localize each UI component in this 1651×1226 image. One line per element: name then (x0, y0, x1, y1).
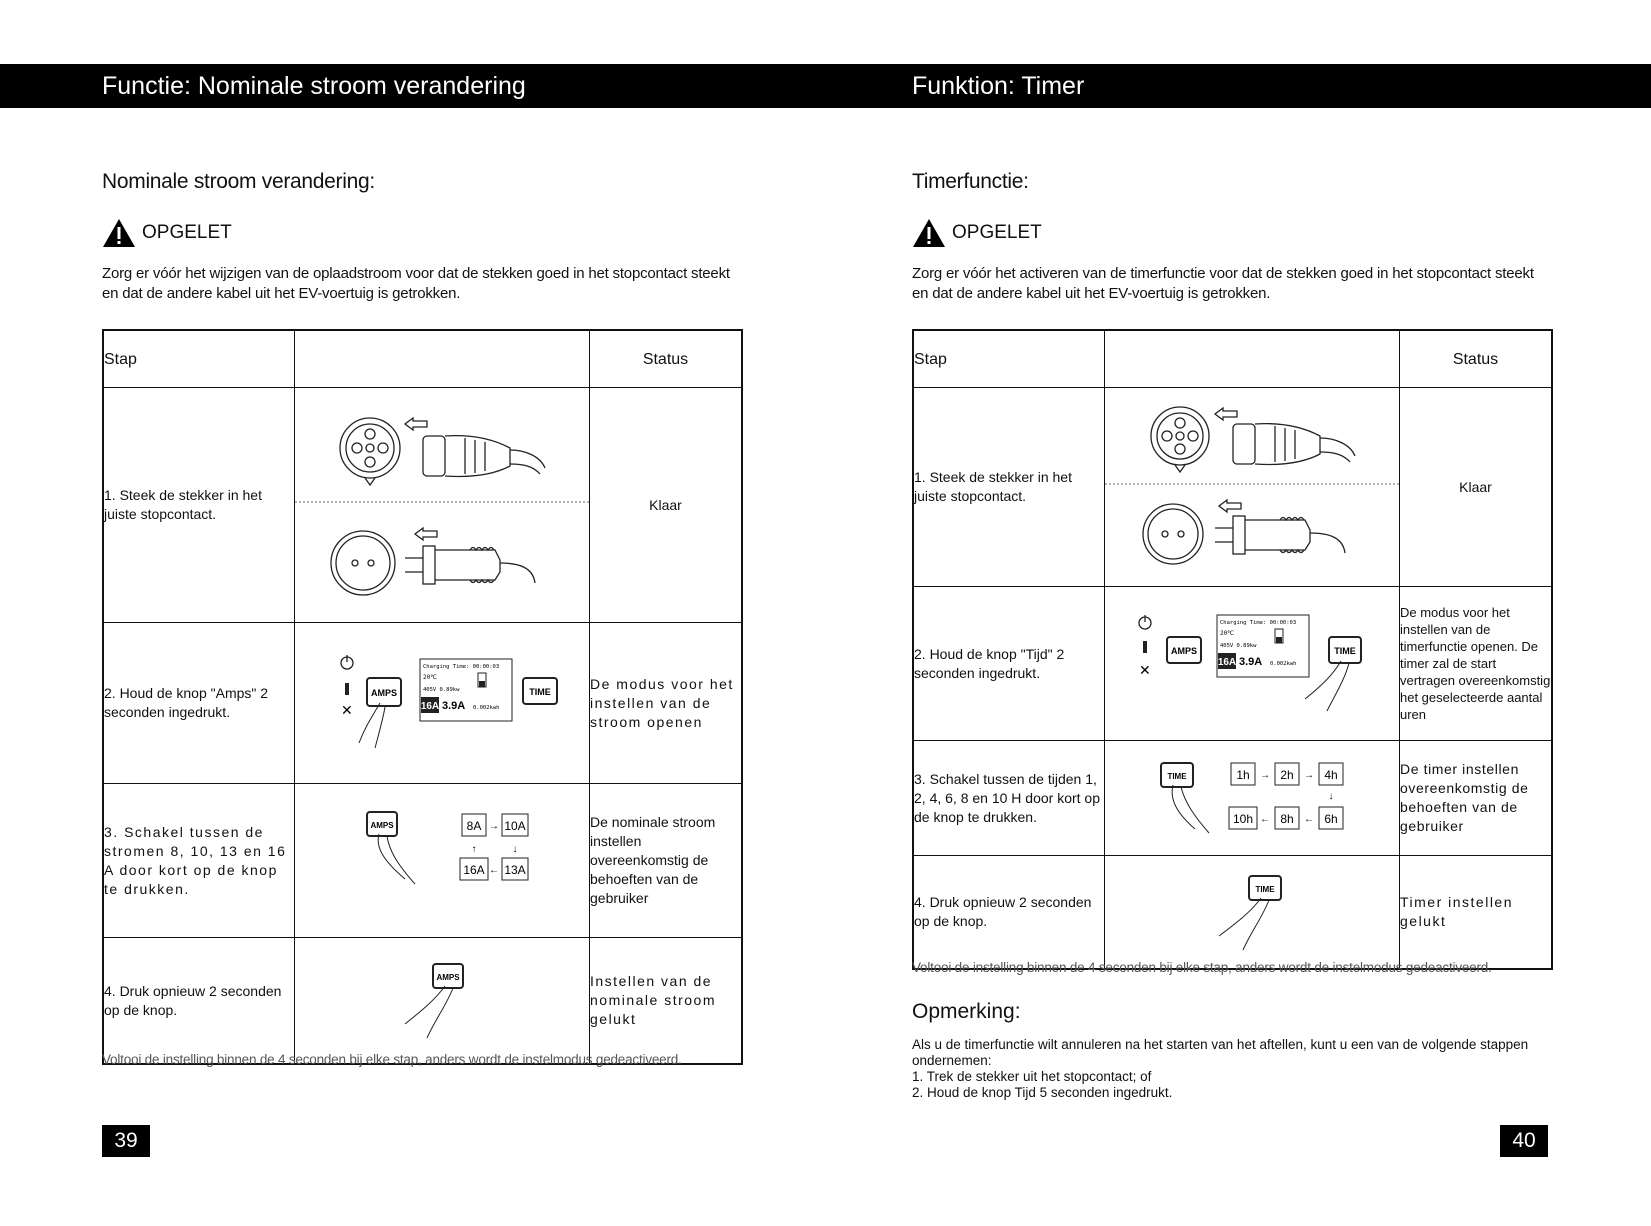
settings-icon: ✕ (341, 703, 353, 719)
warning-label: OPGELET (142, 222, 232, 243)
time-press-figure (1105, 856, 1400, 970)
svg-text:←: ← (1260, 814, 1270, 825)
warning-icon (102, 218, 136, 248)
svg-text:↓: ↓ (512, 844, 518, 855)
status-text: De nominale stroom instellen overeenkomstig de behoeften van de gebruiker (590, 784, 743, 938)
section-title: Nominale stroom verandering: (102, 170, 375, 193)
page-header (826, 64, 1651, 108)
warning (912, 218, 1042, 248)
svg-text:AMPS: AMPS (1170, 646, 1198, 656)
footnote: Voltooi de instelling binnen de 4 seconden bij elke stap, anders wordt de instelmodus gedeactiveerd. (912, 960, 1492, 975)
time-cycle-figure (1105, 741, 1400, 856)
steps-table (912, 329, 1553, 970)
status-text: De timer instellen overeenkomstig de behoeften van de gebruiker (1400, 741, 1553, 856)
time-press-illustration (1105, 856, 1399, 963)
time-value: 8h (1280, 812, 1294, 826)
svg-text:20℃: 20℃ (1220, 630, 1234, 637)
header-step: Stap (103, 330, 295, 388)
svg-text:→: → (489, 821, 499, 832)
svg-text:→: → (1304, 770, 1314, 781)
step-text: 1. Steek de stekker in het juiste stopcontact. (913, 388, 1105, 587)
svg-text:←: ← (1304, 814, 1314, 825)
plug-figure (295, 388, 590, 623)
step-text: 1. Steek de stekker in het juiste stopcontact. (103, 388, 295, 623)
status-text: De modus voor het instellen van de stroom openen (590, 623, 743, 784)
step-text: 4. Druk opnieuw 2 seconden op de knop. (913, 856, 1105, 970)
table-row (913, 741, 1552, 856)
svg-text:TIME: TIME (1334, 646, 1356, 656)
table-row (103, 938, 742, 1065)
svg-text:→: → (1260, 770, 1270, 781)
table-row (103, 784, 742, 938)
amps-press-figure (295, 938, 590, 1065)
charger-display-illustration (1105, 587, 1399, 735)
warning-label: OPGELET (952, 222, 1042, 243)
remark-line: 1. Trek de stekker uit het stopcontact; of (912, 1069, 1152, 1084)
status-text: Klaar (1400, 388, 1553, 587)
header-status: Status (590, 330, 743, 388)
header-title: Functie: Nominale stroom verandering (102, 72, 526, 100)
svg-text:↑: ↑ (471, 844, 477, 855)
header-figure (1105, 330, 1400, 388)
svg-text:405V 0.89kw: 405V 0.89kw (1220, 643, 1257, 649)
remark-title: Opmerking: (912, 1000, 1021, 1023)
plug-figure (1105, 388, 1400, 587)
display-figure (1105, 587, 1400, 741)
time-value: 10h (1232, 812, 1254, 826)
svg-text:20℃: 20℃ (423, 674, 437, 681)
step-text: 4. Druk opnieuw 2 seconden op de knop. (103, 938, 295, 1065)
svg-text:←: ← (489, 865, 499, 876)
amps-value: 13A (504, 863, 526, 877)
svg-text:↓: ↓ (1328, 791, 1334, 802)
svg-text:0.002kwh: 0.002kwh (1270, 661, 1297, 667)
page-number: 40 (1500, 1125, 1548, 1157)
table-header-row (913, 330, 1552, 388)
remark-line: 2. Houd de knop Tijd 5 seconden ingedrukt. (912, 1085, 1173, 1100)
step-text: 3. Schakel tussen de stromen 8, 10, 13 en 16 A door kort op de knop te drukken. (103, 784, 295, 938)
table-row (913, 388, 1552, 587)
warning-text: Zorg er vóór het wijzigen van de oplaadstroom voor dat de stekken goed in het stopcontact steekt en dat de andere kabel uit het EV-voertuig is getrokken. (102, 265, 730, 302)
amps-button-label: AMPS (370, 688, 398, 698)
step-text: 2. Houd de knop "Tijd" 2 seconden ingedrukt. (913, 587, 1105, 741)
time-value: 6h (1324, 812, 1338, 826)
svg-text:AMPS: AMPS (436, 973, 460, 982)
svg-text:3.9A: 3.9A (1239, 656, 1263, 668)
header-title: Funktion: Timer (912, 72, 1085, 100)
svg-text:AMPS: AMPS (370, 821, 394, 830)
time-value: 4h (1324, 768, 1338, 782)
time-value: 2h (1280, 768, 1294, 782)
footnote: Voltooi de instelling binnen de 4 seconden bij elke stap, anders wordt de instelmodus gedeactiveerd. (102, 1052, 682, 1067)
step-text: 3. Schakel tussen de tijden 1, 2, 4, 6, 8 en 10 H door kort op de knop te drukken. (913, 741, 1105, 856)
svg-text:16A: 16A (1217, 657, 1237, 668)
svg-text:16A: 16A (420, 701, 440, 712)
svg-text:TIME: TIME (1167, 772, 1187, 781)
status-text: Instellen van de nominale stroom gelukt (590, 938, 743, 1065)
plugs-illustration (295, 388, 589, 617)
time-button-label: TIME (529, 687, 551, 697)
warning-text: Zorg er vóór het activeren van de timerfunctie voor dat de stekken goed in het stopcontact steekt en dat de andere kabel uit het EV-voertuig is getrokken. (912, 265, 1534, 302)
svg-text:0.002kwh: 0.002kwh (473, 705, 500, 711)
amps-value: 8A (466, 819, 482, 833)
table-row (913, 856, 1552, 970)
svg-text:Charging Time: 00:00:03: Charging Time: 00:00:03 (423, 664, 500, 670)
time-value: 1h (1236, 768, 1250, 782)
header-step: Stap (913, 330, 1105, 388)
amps-press-illustration (295, 938, 589, 1058)
header-figure (295, 330, 590, 388)
plugs-illustration (1105, 388, 1399, 581)
warning-icon (912, 218, 946, 248)
amps-value: 10A (504, 819, 526, 833)
steps-table (102, 329, 743, 1065)
svg-text:TIME: TIME (1255, 885, 1275, 894)
svg-text:405V 0.89kw: 405V 0.89kw (423, 687, 460, 693)
svg-text:3.9A: 3.9A (442, 700, 466, 712)
table-row (103, 388, 742, 623)
status-text: Klaar (590, 388, 743, 623)
table-row (913, 587, 1552, 741)
remark-line: Als u de timerfunctie wilt annuleren na het starten van het aftellen, kunt u een van de volgende stappen ondernemen: (912, 1037, 1529, 1068)
section-title: Timerfunctie: (912, 170, 1029, 193)
amps-value: 16A (463, 863, 485, 877)
amps-cycle-figure (295, 784, 590, 938)
warning (102, 218, 232, 248)
svg-text:✕: ✕ (1139, 663, 1151, 679)
status-text: De modus voor het instellen van de timerfunctie openen. De timer zal de start vertragen overeenkomstig het geselecteerde aantal uren (1400, 587, 1553, 741)
page-number: 39 (102, 1125, 150, 1157)
charger-display-illustration (295, 623, 589, 778)
amps-cycle-illustration (295, 784, 589, 932)
table-header-row (103, 330, 742, 388)
remark-text (912, 1037, 1552, 1101)
status-text: Timer instellen gelukt (1400, 856, 1553, 970)
time-cycle-illustration (1105, 741, 1399, 850)
table-row (103, 623, 742, 784)
svg-text:Charging Time: 00:00:03: Charging Time: 00:00:03 (1220, 620, 1297, 626)
step-text: 2. Houd de knop "Amps" 2 seconden ingedrukt. (103, 623, 295, 784)
display-figure (295, 623, 590, 784)
page-header (0, 64, 826, 108)
header-status: Status (1400, 330, 1553, 388)
page-40 (826, 0, 1651, 1226)
